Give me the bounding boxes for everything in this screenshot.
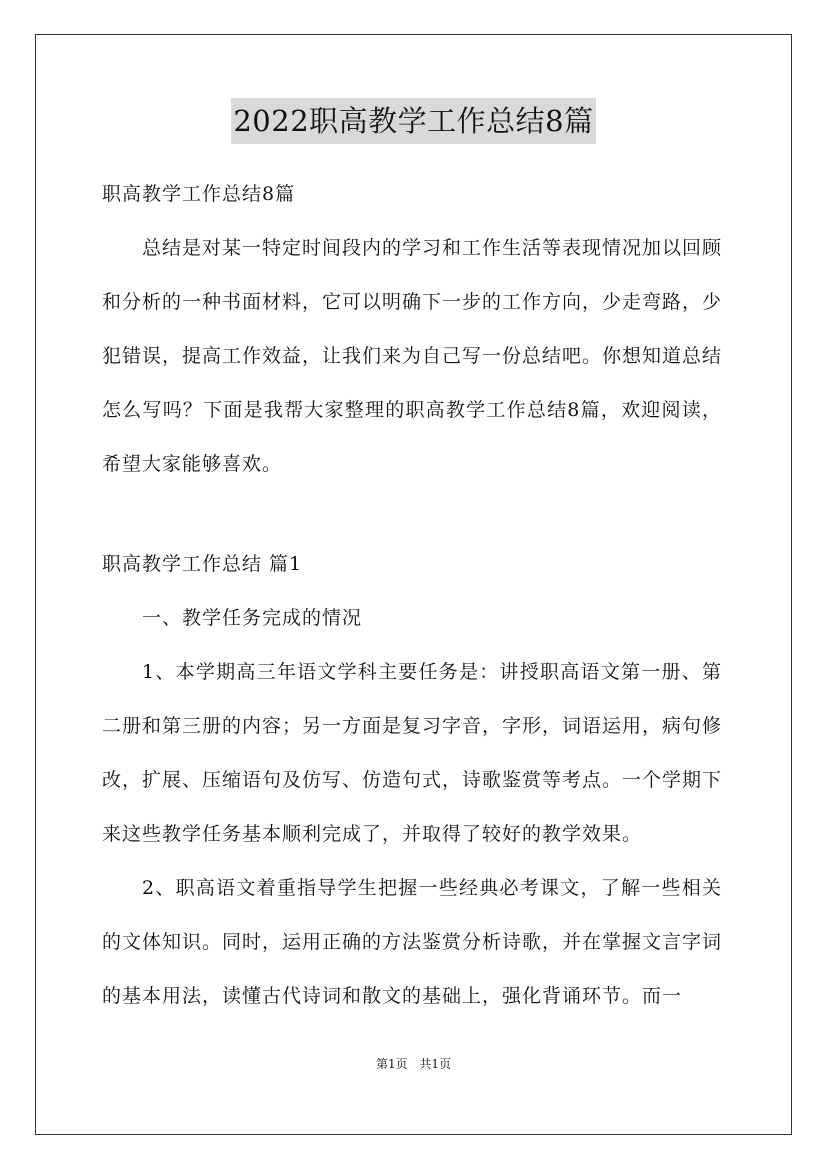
subheading: 一、教学任务完成的情况 bbox=[142, 607, 363, 629]
section-title: 职高教学工作总结 篇1 bbox=[102, 553, 303, 575]
document-title: 2022职高教学工作总结8篇 bbox=[231, 98, 595, 144]
page-number: 第1页 bbox=[375, 1057, 408, 1071]
page-footer bbox=[0, 1056, 827, 1072]
intro-paragraph: 总结是对某一特定时间段内的学习和工作生活等表现情况加以回顾和分析的一种书面材料，它可以明确下一步的工作方向，少走弯路，少犯错误，提高工作效益，让我们来为自己写一份总结吧。你想知道总结怎么写吗？下面是我帮大家整理的职高教学工作总结8篇，欢迎阅读，希望大家能够喜欢。 bbox=[102, 237, 723, 475]
body-paragraph-1: 1、本学期高三年语文学科主要任务是：讲授职高语文第一册、第二册和第三册的内容；另一方面是复习字音，字形，词语运用，病句修改，扩展、压缩语句及仿写、仿造句式，诗歌鉴赏等考点。一个学期下来这些教学任务基本顺利完成了，并取得了较好的教学效果。 bbox=[102, 661, 723, 845]
document-subtitle: 职高教学工作总结8篇 bbox=[102, 183, 296, 205]
document-body bbox=[102, 167, 722, 1023]
document-title-block bbox=[0, 98, 827, 144]
body-paragraph-2: 2、职高语文着重指导学生把握一些经典必考课文，了解一些相关的文体知识。同时，运用正确的方法鉴赏分析诗歌，并在掌握文言字词的基本用法，读懂古代诗词和散文的基础上，强化背诵环节。而一 bbox=[102, 877, 723, 1007]
page-total: 共1页 bbox=[419, 1057, 452, 1071]
